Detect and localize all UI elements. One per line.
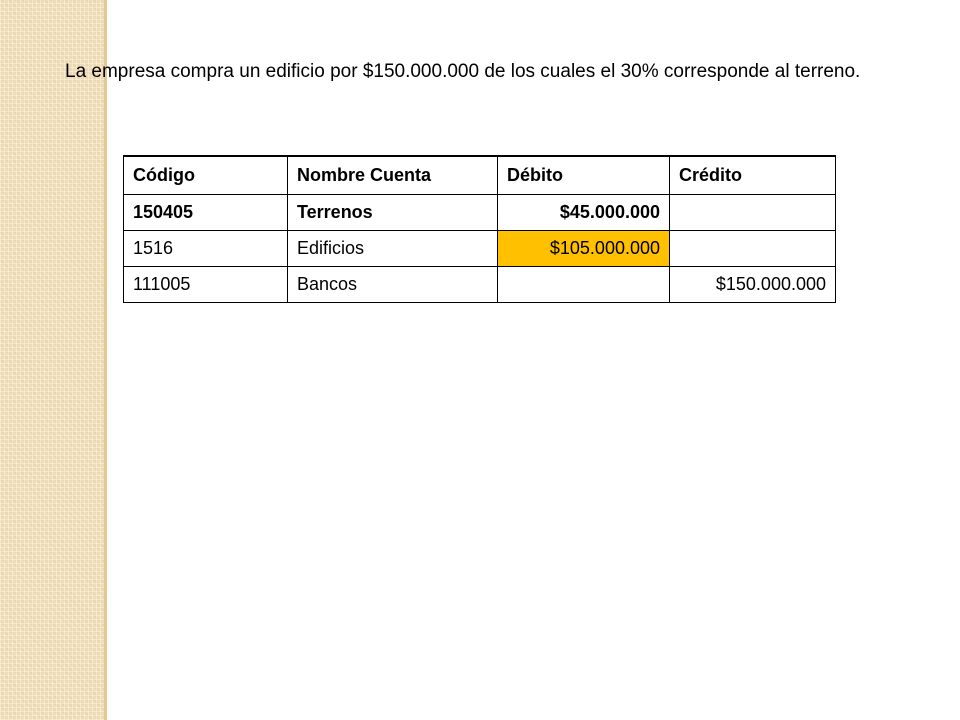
cell-code: 1516: [124, 230, 288, 266]
cell-account-name: Terrenos: [288, 194, 498, 230]
cell-debit: [498, 266, 670, 302]
header-credit: Crédito: [670, 156, 836, 194]
cell-account-name: Edificios: [288, 230, 498, 266]
problem-statement: La empresa compra un edificio por $150.000.000 de los cuales el 30% corresponde al terreno.: [65, 61, 861, 82]
header-code: Código: [124, 156, 288, 194]
table-row: [124, 266, 836, 302]
journal-entry-table: [123, 155, 836, 303]
cell-account-name: Bancos: [288, 266, 498, 302]
cell-credit: [670, 230, 836, 266]
table-row: [124, 194, 836, 230]
cell-debit: $45.000.000: [498, 194, 670, 230]
cell-debit-highlighted: $105.000.000: [498, 230, 670, 266]
cell-credit: $150.000.000: [670, 266, 836, 302]
table-row: [124, 230, 836, 266]
header-account-name: Nombre Cuenta: [288, 156, 498, 194]
side-strip-edge: [104, 0, 107, 720]
cell-code: 150405: [124, 194, 288, 230]
decorative-side-strip: [0, 0, 106, 720]
table-header-row: [124, 156, 836, 194]
cell-code: 111005: [124, 266, 288, 302]
cell-credit: [670, 194, 836, 230]
header-debit: Débito: [498, 156, 670, 194]
